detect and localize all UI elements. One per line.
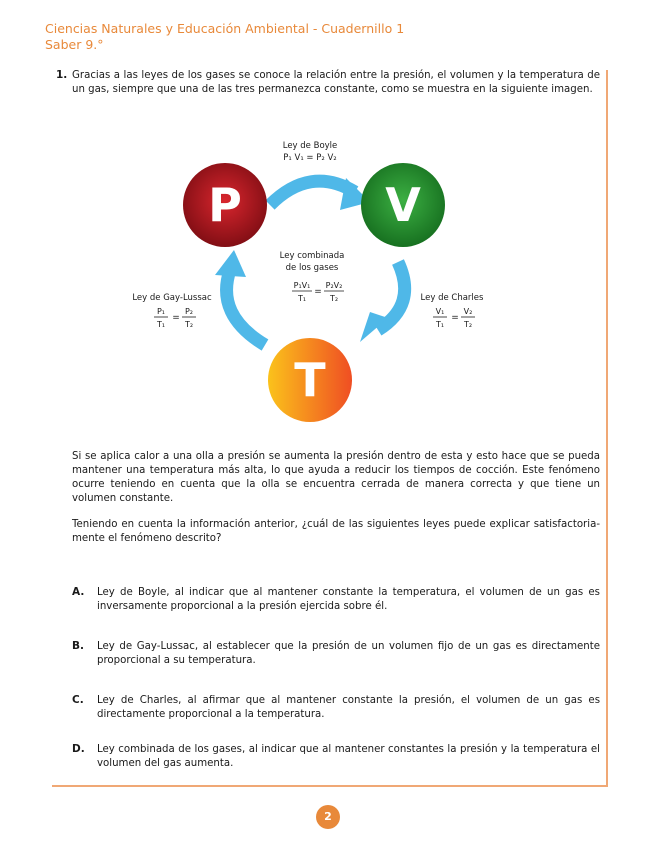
- charles-num-left: V₁: [435, 307, 445, 316]
- question-prompt: Teniendo en cuenta la información anterior, ¿cuál de las siguientes leyes puede explicar satisfactoria-mente el fenómeno descrito?: [72, 519, 600, 544]
- combined-law-label-2: de los gases: [285, 263, 339, 273]
- arrow-t-to-p: [215, 250, 265, 345]
- combined-law-label-1: Ley combinada: [279, 251, 345, 261]
- option-d-text[interactable]: Ley combinada de los gases, al indicar que al mantener constantes la presión y la temperatura el volumen del gas aumenta.: [97, 744, 600, 769]
- svg-text:=: =: [314, 287, 322, 297]
- volume-letter: V: [385, 178, 421, 232]
- header-subject: Ciencias Naturales y Educación Ambiental - Cuadernillo 1: [45, 21, 405, 36]
- arrow-p-to-v: [270, 178, 370, 210]
- gay-lussac-label: Ley de Gay-Lussac: [132, 293, 212, 303]
- frame-border-bottom: [52, 785, 608, 787]
- gas-laws-diagram: [120, 130, 520, 430]
- boyle-law-label: Ley de Boyle: [282, 141, 338, 151]
- pressure-circle: [183, 163, 267, 247]
- gay-lussac-num-left: P₁: [156, 307, 166, 316]
- charles-law-label: Ley de Charles: [420, 293, 484, 303]
- temperature-circle: [268, 338, 352, 422]
- svg-text:=: =: [172, 313, 180, 323]
- question-intro: Gracias a las leyes de los gases se conoce la relación entre la presión, el volumen y la temperatura de un gas, siempre que una de las tres permanezca constante, como se muestra en la siguiente imagen.: [72, 70, 600, 95]
- option-b-text[interactable]: Ley de Gay-Lussac, al establecer que la presión de un volumen fijo de un gas es directamente proporcional a su temperatura.: [97, 641, 600, 666]
- option-b-letter[interactable]: B.: [72, 640, 84, 652]
- boyle-law-formula: P₁ V₁ = P₂ V₂: [283, 153, 337, 163]
- svg-text:=: =: [451, 313, 459, 323]
- charles-den-left: T₁: [435, 320, 445, 329]
- arrow-v-to-t: [360, 262, 405, 342]
- option-d-letter[interactable]: D.: [72, 743, 85, 755]
- volume-circle: [361, 163, 445, 247]
- context-paragraph: Si se aplica calor a una olla a presión se aumenta la presión dentro de esta y esto hace que se pueda mantener una temperatura más alta, lo que ayuda a reducir los tiempos de cocción. Este fenómeno ocurre teniendo en cuenta que la olla se encuentra cerrada de manera correcta y que tiene un volumen constante.: [72, 451, 600, 504]
- option-c-text[interactable]: Ley de Charles, al afirmar que al mantener constante la presión, el volumen de un gas es directamente proporcional a la temperatura.: [97, 695, 600, 720]
- header-grade: Saber 9.°: [45, 37, 104, 52]
- temperature-letter: T: [294, 353, 326, 407]
- gay-lussac-den-right: T₂: [184, 320, 194, 329]
- option-c-letter[interactable]: C.: [72, 694, 84, 706]
- combined-den-left: T₁: [297, 294, 307, 303]
- page-number-badge: 2: [316, 805, 340, 829]
- gay-lussac-den-left: T₁: [156, 320, 166, 329]
- question-number: 1.: [56, 69, 68, 81]
- option-a-text[interactable]: Ley de Boyle, al indicar que al mantener constante la temperatura, el volumen de un gas es inversamente proporcional a la presión ejercida sobre él.: [97, 587, 600, 612]
- pressure-letter: P: [208, 178, 242, 232]
- frame-border-right: [606, 70, 608, 786]
- charles-num-right: V₂: [463, 307, 473, 316]
- combined-num-left: P₁V₁: [293, 281, 311, 290]
- combined-num-right: P₂V₂: [325, 281, 343, 290]
- combined-den-right: T₂: [329, 294, 339, 303]
- gay-lussac-num-right: P₂: [184, 307, 194, 316]
- charles-den-right: T₂: [463, 320, 473, 329]
- option-a-letter[interactable]: A.: [72, 586, 85, 598]
